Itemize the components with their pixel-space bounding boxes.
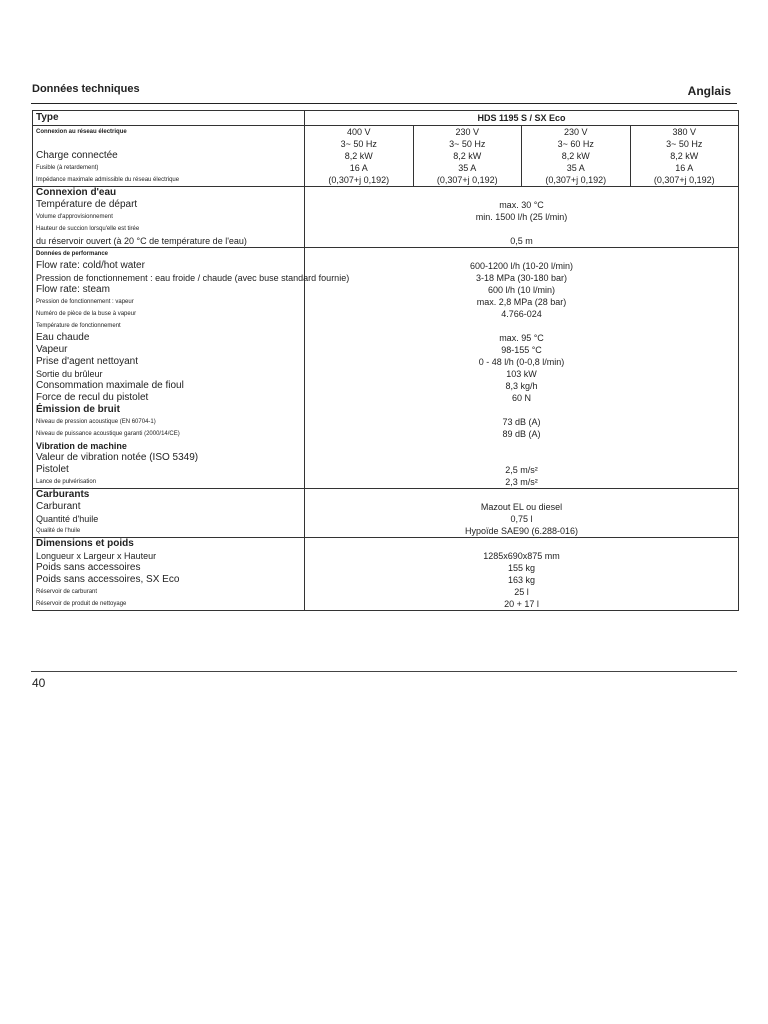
spec-value: 2,5 m/s² (505, 465, 538, 475)
water-values (305, 187, 739, 248)
spec-label: Émission de bruit (36, 404, 120, 415)
spec-label: Vapeur (36, 344, 68, 355)
spec-value: 35 A (458, 163, 477, 173)
spec-label: Dimensions et poids (36, 538, 134, 549)
spec-value: (0,307+j 0,192) (328, 175, 390, 185)
page-number: 40 (32, 676, 46, 690)
spec-label: Qualité de l'huile (36, 528, 81, 534)
spec-value: 2,3 m/s² (505, 477, 538, 487)
spec-value: 163 kg (507, 575, 536, 585)
type-row (33, 111, 739, 126)
spec-value: 8,2 kW (344, 151, 373, 161)
spec-value (305, 489, 738, 501)
voltage-variant-column (413, 126, 522, 186)
spec-value: 60 N (511, 393, 531, 403)
spec-value: 8,3 kg/h (505, 381, 538, 391)
spec-value: 3~ 50 Hz (449, 139, 486, 149)
spec-value: 98-155 °C (501, 345, 542, 355)
spec-value (305, 223, 738, 235)
electric-grid (305, 126, 738, 186)
spec-value: 3~ 50 Hz (340, 139, 377, 149)
spec-value: 16 A (349, 163, 368, 173)
spec-label: Température de départ (36, 199, 138, 210)
spec-label: Carburants (36, 489, 90, 500)
spec-label: Température de fonctionnement (36, 323, 121, 329)
spec-label: Connexion au réseau électrique (36, 129, 127, 135)
spec-value: (0,307+j 0,192) (436, 175, 498, 185)
spec-value: 230 V (563, 127, 588, 137)
spec-value: 25 l (514, 587, 529, 597)
spec-value: 8,2 kW (561, 151, 590, 161)
type-value-cell (305, 111, 739, 126)
spec-value: 380 V (672, 127, 697, 137)
spec-value (305, 452, 738, 464)
spec-value: 155 kg (507, 563, 536, 573)
spec-label: Numéro de pièce de la buse à vapeur (36, 311, 137, 317)
footer-rule (31, 671, 737, 672)
spec-value: 0,5 m (510, 236, 533, 246)
spec-value: 73 dB (A) (502, 417, 541, 427)
fuels-values (305, 489, 739, 538)
fuels-row (33, 489, 739, 538)
spec-value: max. 2,8 MPa (28 bar) (476, 297, 567, 307)
spec-label: Impédance maximale admissible du réseau électrique (36, 177, 180, 183)
spec-label: Flow rate: cold/hot water (36, 260, 145, 271)
spec-value (305, 187, 738, 199)
spec-label: Poids sans accessoires, SX Eco (36, 574, 180, 585)
spec-value: 4.766-024 (501, 309, 542, 319)
spec-value: 230 V (455, 127, 480, 137)
spec-label: Valeur de vibration notée (ISO 5349) (36, 452, 199, 463)
spec-value: 8,2 kW (453, 151, 482, 161)
water-row (33, 187, 739, 248)
spec-value: min. 1500 l/h (25 l/min) (475, 212, 568, 222)
spec-label: Quantité d'huile (36, 514, 99, 524)
spec-value: 0,75 l (510, 514, 533, 524)
spec-value: max. 30 °C (499, 200, 544, 210)
electric-labels (33, 126, 305, 187)
spec-label: Niveau de pression acoustique (EN 60704-1) (36, 419, 156, 425)
spec-value: 16 A (675, 163, 694, 173)
spec-table (32, 110, 739, 611)
spec-value (305, 248, 738, 260)
dimensions-labels (33, 538, 305, 611)
spec-value: Mazout EL ou diesel (480, 502, 563, 512)
spec-label (33, 138, 304, 150)
spec-value: 600 l/h (10 l/min) (487, 285, 556, 295)
spec-value: 89 dB (A) (502, 429, 541, 439)
fuels-labels (33, 489, 305, 538)
electric-row (33, 126, 739, 187)
spec-label: Volume d'approvisionnement (36, 214, 113, 220)
model-name: HDS 1195 S / SX Eco (477, 113, 566, 123)
spec-value: max. 95 °C (499, 333, 544, 343)
language-label: Anglais (687, 84, 731, 98)
voltage-variant-column (630, 126, 739, 186)
spec-label: Réservoir de produit de nettoyage (36, 601, 127, 607)
spec-value: 400 V (346, 127, 371, 137)
spec-label: Connexion d'eau (36, 187, 117, 198)
spec-label: Prise d'agent nettoyant (36, 356, 138, 367)
spec-value: 35 A (566, 163, 585, 173)
voltage-variant-column (521, 126, 630, 186)
spec-value: 1285x690x875 mm (483, 551, 560, 561)
spec-label: Fusible (à retardement) (36, 165, 99, 171)
spec-label: Données de performance (36, 251, 109, 257)
header-rule (31, 103, 737, 104)
spec-label: Vibration de machine (36, 441, 127, 451)
performance-values (305, 248, 739, 489)
spec-label: Hauteur de succion lorsqu'elle est tirée (36, 226, 140, 232)
spec-label: Flow rate: steam (36, 284, 110, 295)
spec-value: 3-18 MPa (30-180 bar) (475, 273, 568, 283)
spec-value: 20 + 17 l (504, 599, 539, 609)
spec-label: Pression de fonctionnement : vapeur (36, 299, 134, 305)
spec-value: 103 kW (506, 369, 537, 379)
spec-label: Consommation maximale de fioul (36, 380, 184, 391)
spec-label: Lance de pulvérisation (36, 479, 97, 485)
type-label: Type (36, 112, 59, 123)
spec-label: Sortie du brûleur (36, 369, 103, 379)
spec-label: Carburant (36, 501, 81, 512)
spec-value: 3~ 50 Hz (666, 139, 703, 149)
type-label-cell (33, 111, 305, 126)
spec-value: Hypoïde SAE90 (6.288-016) (464, 526, 579, 536)
spec-label: Pistolet (36, 464, 69, 475)
spec-value: 0 - 48 l/h (0-0,8 l/min) (478, 357, 565, 367)
spec-label: Pression de fonctionnement : eau froide / chaude (avec buse standard fournie) (36, 273, 350, 283)
performance-labels (33, 248, 350, 489)
spec-value (305, 440, 738, 452)
spec-label: Réservoir de carburant (36, 589, 98, 595)
dimensions-values (305, 538, 739, 611)
performance-row (33, 248, 739, 489)
section-title: Données techniques (32, 83, 140, 95)
dimensions-row (33, 538, 739, 611)
spec-value (305, 404, 738, 416)
water-labels (33, 187, 305, 248)
voltage-variant-column (305, 126, 413, 186)
spec-value (305, 320, 738, 332)
spec-label: du réservoir ouvert (à 20 °C de température de l'eau) (36, 236, 247, 246)
spec-label: Eau chaude (36, 332, 90, 343)
spec-label: Longueur x Largeur x Hauteur (36, 551, 157, 561)
spec-label: Niveau de puissance acoustique garanti (2000/14/CE) (36, 431, 180, 437)
spec-label: Poids sans accessoires (36, 562, 141, 573)
spec-value: 8,2 kW (670, 151, 699, 161)
spec-value: (0,307+j 0,192) (653, 175, 715, 185)
spec-value: 600-1200 l/h (10-20 l/min) (469, 261, 574, 271)
spec-value: (0,307+j 0,192) (545, 175, 607, 185)
spec-label: Charge connectée (36, 150, 118, 161)
spec-value (305, 538, 738, 550)
electric-values (305, 126, 739, 187)
spec-label: Force de recul du pistolet (36, 392, 149, 403)
spec-value: 3~ 60 Hz (557, 139, 594, 149)
